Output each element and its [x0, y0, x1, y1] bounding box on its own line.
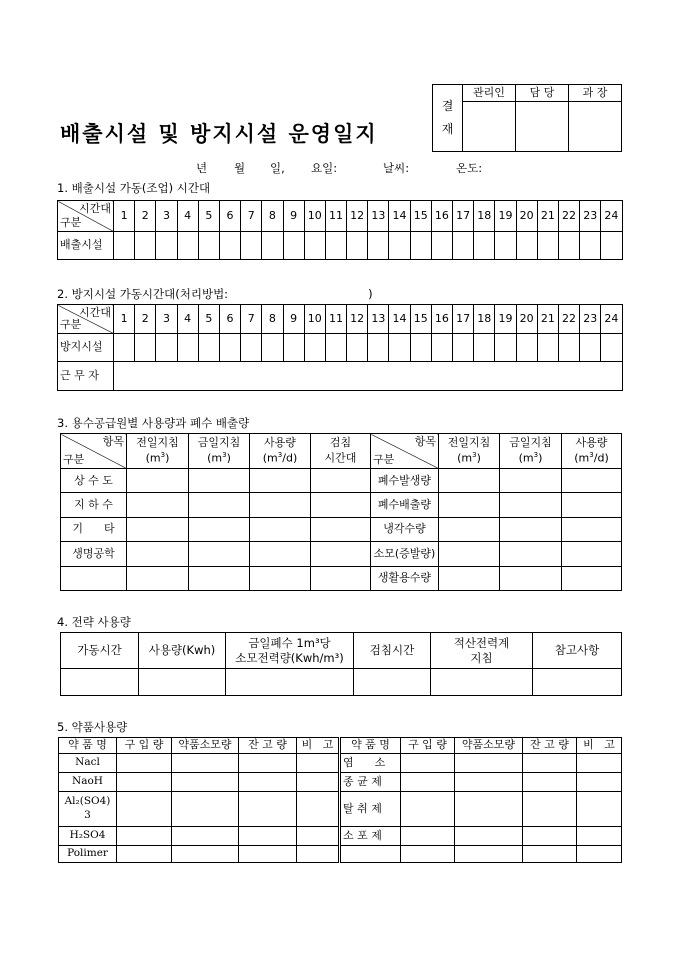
hour-header: 13: [368, 201, 389, 232]
hour-cell[interactable]: [558, 334, 579, 362]
hour-header: 3: [156, 201, 177, 232]
input-cell[interactable]: [117, 773, 172, 792]
hour-header: 21: [537, 305, 558, 334]
hour-header: 19: [495, 201, 516, 232]
chemical-name: [340, 846, 401, 863]
day-label: 일,: [270, 161, 285, 175]
hour-cell[interactable]: [431, 334, 452, 362]
hour-cell[interactable]: [368, 334, 389, 362]
hour-header: 9: [283, 201, 304, 232]
hour-header: 22: [558, 305, 579, 334]
chemical-name: Polimer: [59, 846, 117, 863]
input-cell[interactable]: [250, 542, 311, 566]
input-cell[interactable]: [189, 517, 250, 541]
column-header: 약품소모량: [172, 738, 239, 754]
row-label: [61, 566, 127, 590]
column-header: 전일지침 $(m^3)$: [127, 434, 189, 469]
hour-header: 11: [325, 305, 346, 334]
approval-header-manager: 관리인: [463, 85, 516, 102]
column-header: 검침 시간대: [311, 434, 371, 469]
input-cell[interactable]: [139, 669, 226, 696]
input-cell[interactable]: [127, 517, 189, 541]
input-cell[interactable]: [455, 754, 523, 773]
column-header: 구 입 량: [117, 738, 172, 754]
hour-header: 24: [601, 201, 622, 232]
hour-cell[interactable]: [283, 334, 304, 362]
hour-cell[interactable]: [241, 334, 262, 362]
column-header: 약품소모량: [455, 738, 523, 754]
hour-cell[interactable]: [516, 232, 537, 260]
input-cell[interactable]: [172, 846, 239, 863]
input-cell[interactable]: [226, 669, 354, 696]
input-cell[interactable]: [401, 846, 455, 863]
month-label: 월: [234, 161, 246, 175]
weather-label: 날씨:: [383, 161, 410, 175]
hour-cell[interactable]: [389, 334, 410, 362]
input-cell[interactable]: [239, 773, 297, 792]
hour-cell[interactable]: [601, 334, 622, 362]
input-cell[interactable]: [117, 792, 172, 827]
hour-cell[interactable]: [580, 334, 601, 362]
chemical-name: 탈 취 제: [340, 792, 401, 827]
temperature-label: 온도:: [456, 161, 483, 175]
hour-header: 13: [368, 305, 389, 334]
year-label: 년: [196, 161, 208, 175]
input-cell[interactable]: [401, 827, 455, 846]
hour-cell[interactable]: [558, 232, 579, 260]
hour-cell[interactable]: [495, 334, 516, 362]
section1-heading: 1. 배출시설 가동(조업) 시간대: [57, 181, 211, 195]
input-cell[interactable]: [523, 773, 577, 792]
input-cell[interactable]: [117, 846, 172, 863]
row-label: 냉각수량: [371, 517, 439, 541]
input-cell[interactable]: [455, 846, 523, 863]
approval-sign-manager[interactable]: [463, 102, 516, 152]
row-label: 기 타: [61, 517, 127, 541]
chemical-name: 염 소: [340, 754, 401, 773]
corner-header: 시간대 구분: [58, 201, 114, 232]
water-usage-table: [60, 433, 622, 591]
row-label: 생활용수량: [371, 566, 439, 590]
hour-cell[interactable]: [198, 334, 219, 362]
row-label: 상 수 도: [61, 469, 127, 493]
input-cell[interactable]: [500, 542, 562, 566]
approval-header-chief: 과 장: [569, 85, 622, 102]
hour-header: 9: [283, 305, 304, 334]
column-header: 금일폐수 1m³당 소모전력량(Kwh/m³): [226, 633, 354, 669]
hour-cell[interactable]: [135, 334, 156, 362]
hour-cell[interactable]: [410, 334, 431, 362]
hour-cell[interactable]: [347, 232, 368, 260]
hour-cell[interactable]: [325, 334, 346, 362]
column-header: 약 품 명: [340, 738, 401, 754]
input-cell[interactable]: [439, 542, 500, 566]
input-cell[interactable]: [172, 754, 239, 773]
corner-header: 항목 구분: [371, 434, 439, 469]
hour-cell[interactable]: [135, 232, 156, 260]
input-cell[interactable]: [239, 754, 297, 773]
row-label-emission: 배출시설: [58, 232, 114, 260]
hour-cell[interactable]: [156, 334, 177, 362]
input-cell[interactable]: [189, 566, 250, 590]
hour-header: 20: [516, 305, 537, 334]
hour-cell[interactable]: [410, 232, 431, 260]
input-cell[interactable]: [455, 773, 523, 792]
hour-header: 18: [474, 201, 495, 232]
chemical-name: Nacl: [59, 754, 117, 773]
hour-cell[interactable]: [177, 334, 198, 362]
hour-cell[interactable]: [368, 232, 389, 260]
hour-cell[interactable]: [601, 232, 622, 260]
input-cell[interactable]: [439, 493, 500, 517]
column-header: 가동시간: [61, 633, 139, 669]
input-cell[interactable]: [297, 792, 340, 827]
hour-header: 12: [347, 201, 368, 232]
input-cell[interactable]: [61, 669, 139, 696]
hour-header: 7: [241, 201, 262, 232]
hour-header: 22: [558, 201, 579, 232]
input-cell[interactable]: [533, 669, 622, 696]
hour-header: 23: [580, 201, 601, 232]
input-cell[interactable]: [401, 754, 455, 773]
input-cell[interactable]: [562, 566, 622, 590]
hour-cell[interactable]: [537, 232, 558, 260]
hour-cell[interactable]: [453, 334, 474, 362]
hour-header: 4: [177, 305, 198, 334]
input-cell[interactable]: [401, 792, 455, 827]
input-cell[interactable]: [297, 846, 340, 863]
worker-input[interactable]: [114, 362, 623, 391]
hour-header: 10: [304, 201, 325, 232]
chemical-name: H₂SO4: [59, 827, 117, 846]
hour-header: 21: [537, 201, 558, 232]
hour-cell[interactable]: [325, 232, 346, 260]
row-label: 생명공학: [61, 542, 127, 566]
column-header: 검침시간: [354, 633, 431, 669]
weekday-label: 요일:: [311, 161, 338, 175]
column-header: 사용량 $(m^3/d)$: [250, 434, 311, 469]
hour-header: 20: [516, 201, 537, 232]
input-cell[interactable]: [577, 827, 622, 846]
input-cell[interactable]: [172, 827, 239, 846]
input-cell[interactable]: [250, 517, 311, 541]
input-cell[interactable]: [455, 792, 523, 827]
prevention-hours-table: [57, 304, 623, 391]
input-cell[interactable]: [172, 773, 239, 792]
column-header: 적산전력계 지침: [431, 633, 533, 669]
input-cell[interactable]: [523, 827, 577, 846]
input-cell[interactable]: [250, 469, 311, 493]
input-cell[interactable]: [127, 469, 189, 493]
hour-header: 12: [347, 305, 368, 334]
column-header: 비 고: [577, 738, 622, 754]
hour-cell[interactable]: [114, 334, 135, 362]
input-cell[interactable]: [189, 493, 250, 517]
input-cell[interactable]: [562, 517, 622, 541]
column-header: 잔 고 량: [239, 738, 297, 754]
hour-header: 15: [410, 201, 431, 232]
column-header: 약 품 명: [59, 738, 117, 754]
input-cell[interactable]: [577, 773, 622, 792]
input-cell[interactable]: [439, 469, 500, 493]
input-cell[interactable]: [455, 827, 523, 846]
input-cell[interactable]: [250, 493, 311, 517]
emission-hours-table: [57, 200, 623, 260]
section4-heading: 4. 전략 사용량: [57, 615, 131, 629]
hour-cell[interactable]: [495, 232, 516, 260]
input-cell[interactable]: [577, 754, 622, 773]
input-cell[interactable]: [250, 566, 311, 590]
section5-heading: 5. 약품사용량: [57, 720, 128, 734]
input-cell[interactable]: [239, 792, 297, 827]
hour-header: 10: [304, 305, 325, 334]
input-cell[interactable]: [439, 566, 500, 590]
approval-header-staff: 담 당: [516, 85, 569, 102]
hour-cell[interactable]: [262, 334, 283, 362]
hour-header: 7: [241, 305, 262, 334]
input-cell[interactable]: [127, 493, 189, 517]
input-cell[interactable]: [239, 827, 297, 846]
hour-header: 17: [453, 305, 474, 334]
input-cell[interactable]: [311, 469, 371, 493]
hour-header: 17: [453, 201, 474, 232]
hour-header: 2: [135, 305, 156, 334]
input-cell[interactable]: [297, 773, 340, 792]
input-cell[interactable]: [500, 469, 562, 493]
input-cell[interactable]: [297, 827, 340, 846]
chemical-name: NaoH: [59, 773, 117, 792]
hour-header: 16: [431, 201, 452, 232]
hour-header: 14: [389, 201, 410, 232]
chemical-usage-table: [58, 737, 622, 863]
chemical-name: 소 포 제: [340, 827, 401, 846]
hour-header: 11: [325, 201, 346, 232]
hour-header: 2: [135, 201, 156, 232]
row-label: 지 하 수: [61, 493, 127, 517]
input-cell[interactable]: [500, 493, 562, 517]
input-cell[interactable]: [562, 493, 622, 517]
row-label: 폐수배출량: [371, 493, 439, 517]
input-cell[interactable]: [311, 542, 371, 566]
input-cell[interactable]: [523, 792, 577, 827]
input-cell[interactable]: [172, 792, 239, 827]
hour-header: 24: [601, 305, 622, 334]
hour-cell[interactable]: [177, 232, 198, 260]
input-cell[interactable]: [523, 846, 577, 863]
row-label-prevention: 방지시설: [58, 334, 114, 362]
approval-box: [432, 84, 622, 152]
hour-header: 16: [431, 305, 452, 334]
hour-cell[interactable]: [537, 334, 558, 362]
hour-cell[interactable]: [283, 232, 304, 260]
hour-header: 5: [198, 201, 219, 232]
power-usage-table: [60, 632, 622, 696]
hour-header: 6: [219, 305, 240, 334]
hour-header: 15: [410, 305, 431, 334]
hour-header: 3: [156, 305, 177, 334]
input-cell[interactable]: [239, 846, 297, 863]
hour-cell[interactable]: [453, 232, 474, 260]
column-header: 금일지침 $(m^3)$: [500, 434, 562, 469]
hour-cell[interactable]: [156, 232, 177, 260]
input-cell[interactable]: [431, 669, 533, 696]
input-cell[interactable]: [311, 566, 371, 590]
input-cell[interactable]: [127, 566, 189, 590]
input-cell[interactable]: [117, 754, 172, 773]
section3-heading: 3. 용수공급원별 사용량과 폐수 배출량: [57, 416, 250, 430]
column-header: 사용량 $(m^3/d)$: [562, 434, 622, 469]
input-cell[interactable]: [189, 542, 250, 566]
hour-cell[interactable]: [431, 232, 452, 260]
column-header: 사용량(Kwh): [139, 633, 226, 669]
hour-cell[interactable]: [262, 232, 283, 260]
input-cell[interactable]: [297, 754, 340, 773]
chemical-name: Al₂(SO4) 3: [59, 792, 117, 827]
hour-cell[interactable]: [304, 232, 325, 260]
hour-cell[interactable]: [580, 232, 601, 260]
input-cell[interactable]: [577, 792, 622, 827]
input-cell[interactable]: [311, 493, 371, 517]
hour-cell[interactable]: [304, 334, 325, 362]
hour-cell[interactable]: [241, 232, 262, 260]
input-cell[interactable]: [439, 517, 500, 541]
input-cell[interactable]: [117, 827, 172, 846]
approval-sign-chief[interactable]: [569, 102, 622, 152]
hour-cell[interactable]: [114, 232, 135, 260]
corner-header: 시간대 구분: [58, 305, 114, 334]
hour-cell[interactable]: [516, 334, 537, 362]
corner-header: 항목 구분: [61, 434, 127, 469]
hour-cell[interactable]: [347, 334, 368, 362]
hour-header: 18: [474, 305, 495, 334]
input-cell[interactable]: [523, 754, 577, 773]
hour-header: 1: [114, 305, 135, 334]
hour-cell[interactable]: [474, 232, 495, 260]
hour-cell[interactable]: [219, 334, 240, 362]
section2-heading: 2. 방지시설 가동시간대(처리방법: ): [57, 287, 373, 301]
column-header: 금일지침 $(m^3)$: [189, 434, 250, 469]
hour-header: 8: [262, 305, 283, 334]
input-cell[interactable]: [401, 773, 455, 792]
hour-header: 19: [495, 305, 516, 334]
approval-sign-staff[interactable]: [516, 102, 569, 152]
input-cell[interactable]: [311, 517, 371, 541]
input-cell[interactable]: [562, 469, 622, 493]
hour-header: 8: [262, 201, 283, 232]
hour-cell[interactable]: [198, 232, 219, 260]
approval-label: 결 재: [433, 85, 463, 152]
hour-header: 5: [198, 305, 219, 334]
input-cell[interactable]: [577, 846, 622, 863]
input-cell[interactable]: [127, 542, 189, 566]
row-label: 폐수발생량: [371, 469, 439, 493]
input-cell[interactable]: [500, 517, 562, 541]
row-label-worker: 근 무 자: [58, 362, 114, 391]
hour-cell[interactable]: [219, 232, 240, 260]
column-header: 참고사항: [533, 633, 622, 669]
chemical-name: 종 균 제: [340, 773, 401, 792]
hour-cell[interactable]: [389, 232, 410, 260]
input-cell[interactable]: [500, 566, 562, 590]
input-cell[interactable]: [189, 469, 250, 493]
hour-header: 14: [389, 305, 410, 334]
hour-header: 4: [177, 201, 198, 232]
column-header: 비 고: [297, 738, 340, 754]
hour-header: 23: [580, 305, 601, 334]
page-title: 배출시설 및 방지시설 운영일지: [60, 121, 378, 146]
hour-header: 1: [114, 201, 135, 232]
column-header: 전일지침 $(m^3)$: [439, 434, 500, 469]
input-cell[interactable]: [354, 669, 431, 696]
row-label: 소모(증발량): [371, 542, 439, 566]
column-header: 잔 고 량: [523, 738, 577, 754]
input-cell[interactable]: [562, 542, 622, 566]
column-header: 구 입 량: [401, 738, 455, 754]
hour-header: 6: [219, 201, 240, 232]
hour-cell[interactable]: [474, 334, 495, 362]
